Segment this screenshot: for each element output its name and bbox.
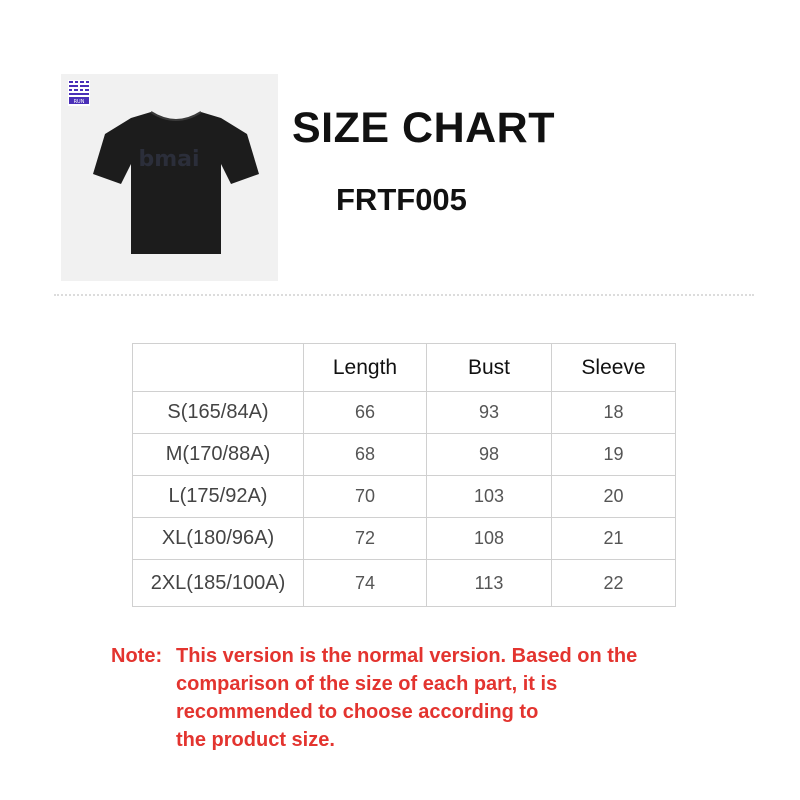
sleeve-cell: 18 <box>552 392 676 434</box>
note-label: Note: <box>111 645 163 667</box>
size-cell: S(165/84A) <box>133 392 304 434</box>
length-cell: 68 <box>304 434 427 476</box>
sleeve-cell: 22 <box>552 560 676 607</box>
note-line: This version is the normal version. Based on the <box>176 645 638 667</box>
column-header-length: Length <box>304 344 427 392</box>
size-cell: XL(180/96A) <box>133 518 304 560</box>
table-row <box>133 476 676 518</box>
length-cell: 70 <box>304 476 427 518</box>
size-cell: 2XL(185/100A) <box>133 560 304 607</box>
table-row <box>133 434 676 476</box>
column-header-bust: Bust <box>427 344 552 392</box>
t-shirt-image <box>91 104 261 264</box>
table-row <box>133 392 676 434</box>
column-header-size <box>133 344 304 392</box>
length-cell: 74 <box>304 560 427 607</box>
note-line: recommended to choose according to <box>176 701 539 723</box>
note-text <box>176 642 751 754</box>
model-number: FRTF005 <box>336 182 467 217</box>
table-header-row <box>133 344 676 392</box>
bust-cell: 98 <box>427 434 552 476</box>
sleeve-cell: 19 <box>552 434 676 476</box>
page-title: SIZE CHART <box>292 104 555 152</box>
length-cell: 66 <box>304 392 427 434</box>
bust-cell: 93 <box>427 392 552 434</box>
note-line: the product size. <box>176 729 335 751</box>
brand-logo-icon <box>68 80 90 106</box>
column-header-sleeve: Sleeve <box>552 344 676 392</box>
size-cell: L(175/92A) <box>133 476 304 518</box>
shirt-print-text: bmai <box>138 147 200 172</box>
size-cell: M(170/88A) <box>133 434 304 476</box>
product-image <box>61 74 278 281</box>
sleeve-cell: 21 <box>552 518 676 560</box>
sleeve-cell: 20 <box>552 476 676 518</box>
table-row <box>133 518 676 560</box>
note-line: comparison of the size of each part, it is <box>176 673 558 695</box>
dotted-divider <box>54 294 754 296</box>
length-cell: 72 <box>304 518 427 560</box>
bust-cell: 108 <box>427 518 552 560</box>
bust-cell: 113 <box>427 560 552 607</box>
table-row <box>133 560 676 607</box>
brand-logo-text: RUN <box>73 99 85 105</box>
bust-cell: 103 <box>427 476 552 518</box>
size-table <box>132 343 676 607</box>
